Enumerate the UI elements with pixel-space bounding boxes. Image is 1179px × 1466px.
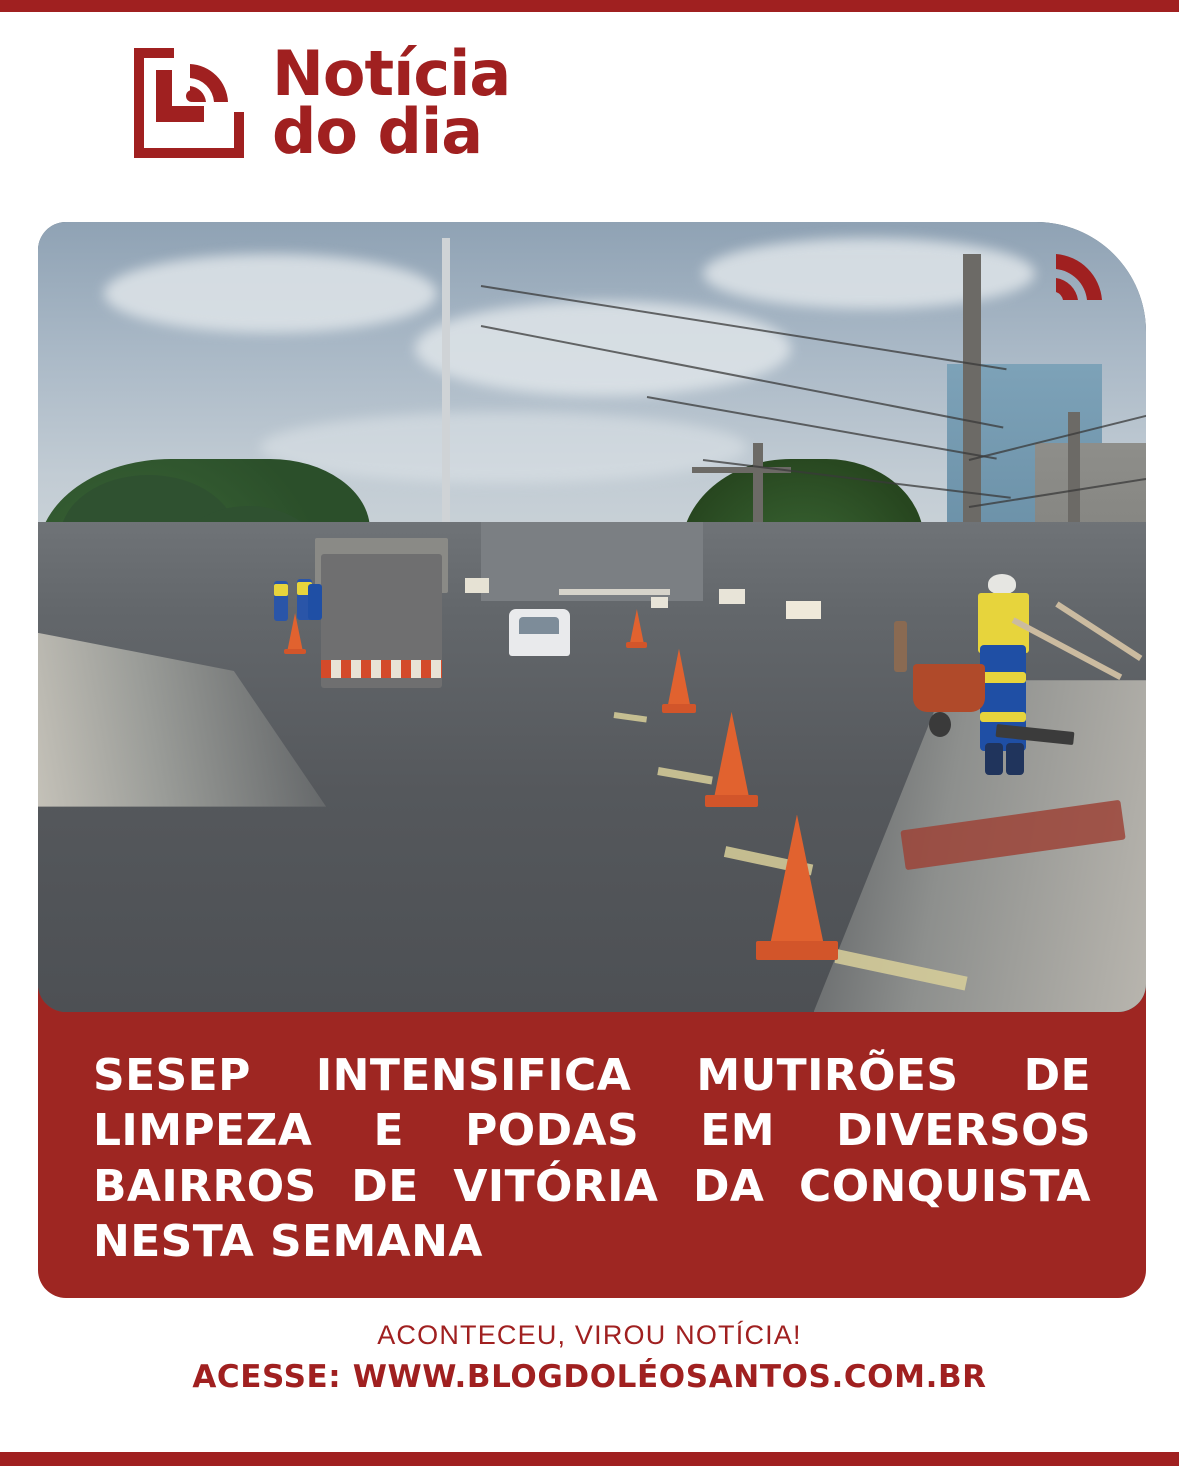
footer-website[interactable]: ACESSE: WWW.BLOGDOLÉOSANTOS.COM.BR	[192, 1359, 987, 1395]
rss-signal-icon	[1048, 250, 1110, 312]
traffic-cone-base	[662, 704, 696, 713]
crosswalk-line	[559, 589, 670, 595]
brand-logo	[128, 36, 511, 168]
bottom-accent-bar	[0, 1452, 1179, 1466]
noticia-do-dia-logo-icon	[128, 42, 250, 164]
worker-reflective-band	[980, 712, 1027, 722]
cloud	[104, 254, 436, 333]
traffic-cone-base	[284, 649, 306, 655]
brand-wordmark	[272, 36, 511, 168]
road-sign	[651, 597, 669, 608]
road-sign	[465, 578, 489, 594]
news-photo	[38, 222, 1146, 1012]
worker-hat	[988, 574, 1017, 595]
worker-leg	[1006, 743, 1024, 775]
wheelbarrow-wheel	[929, 712, 951, 737]
traffic-cone-base	[756, 941, 838, 960]
brand-name-line-2: do dia	[272, 95, 483, 168]
storefront-sign	[786, 601, 821, 618]
brand-name-line-1: Notícia	[272, 36, 511, 110]
worker-reflective-band	[980, 672, 1027, 682]
footer	[0, 1320, 1179, 1395]
footer-tagline: ACONTECEU, VIROU NOTÍCIA!	[377, 1320, 802, 1350]
road-sign	[719, 589, 744, 603]
cloud	[703, 238, 1035, 309]
headline-text: SESEP INTENSIFICA MUTIRÕES DE LIMPEZA E PODAS EM DIVERSOS BAIRROS DE VITÓRIA DA CONQUISTA NESTA SEMANA	[93, 1050, 1091, 1268]
worker-leg	[985, 743, 1003, 775]
photo-illustration	[38, 222, 1146, 1012]
pedestrian	[894, 621, 906, 672]
cloud	[260, 412, 748, 483]
worker-left	[308, 584, 321, 620]
traffic-cone-base	[626, 642, 647, 648]
truck-reflective-stripe	[321, 660, 443, 677]
wheelbarrow	[913, 664, 985, 711]
top-accent-bar	[0, 0, 1179, 12]
worker-vest	[274, 584, 288, 597]
traffic-cone-base	[705, 795, 758, 808]
car-windshield	[519, 617, 559, 634]
